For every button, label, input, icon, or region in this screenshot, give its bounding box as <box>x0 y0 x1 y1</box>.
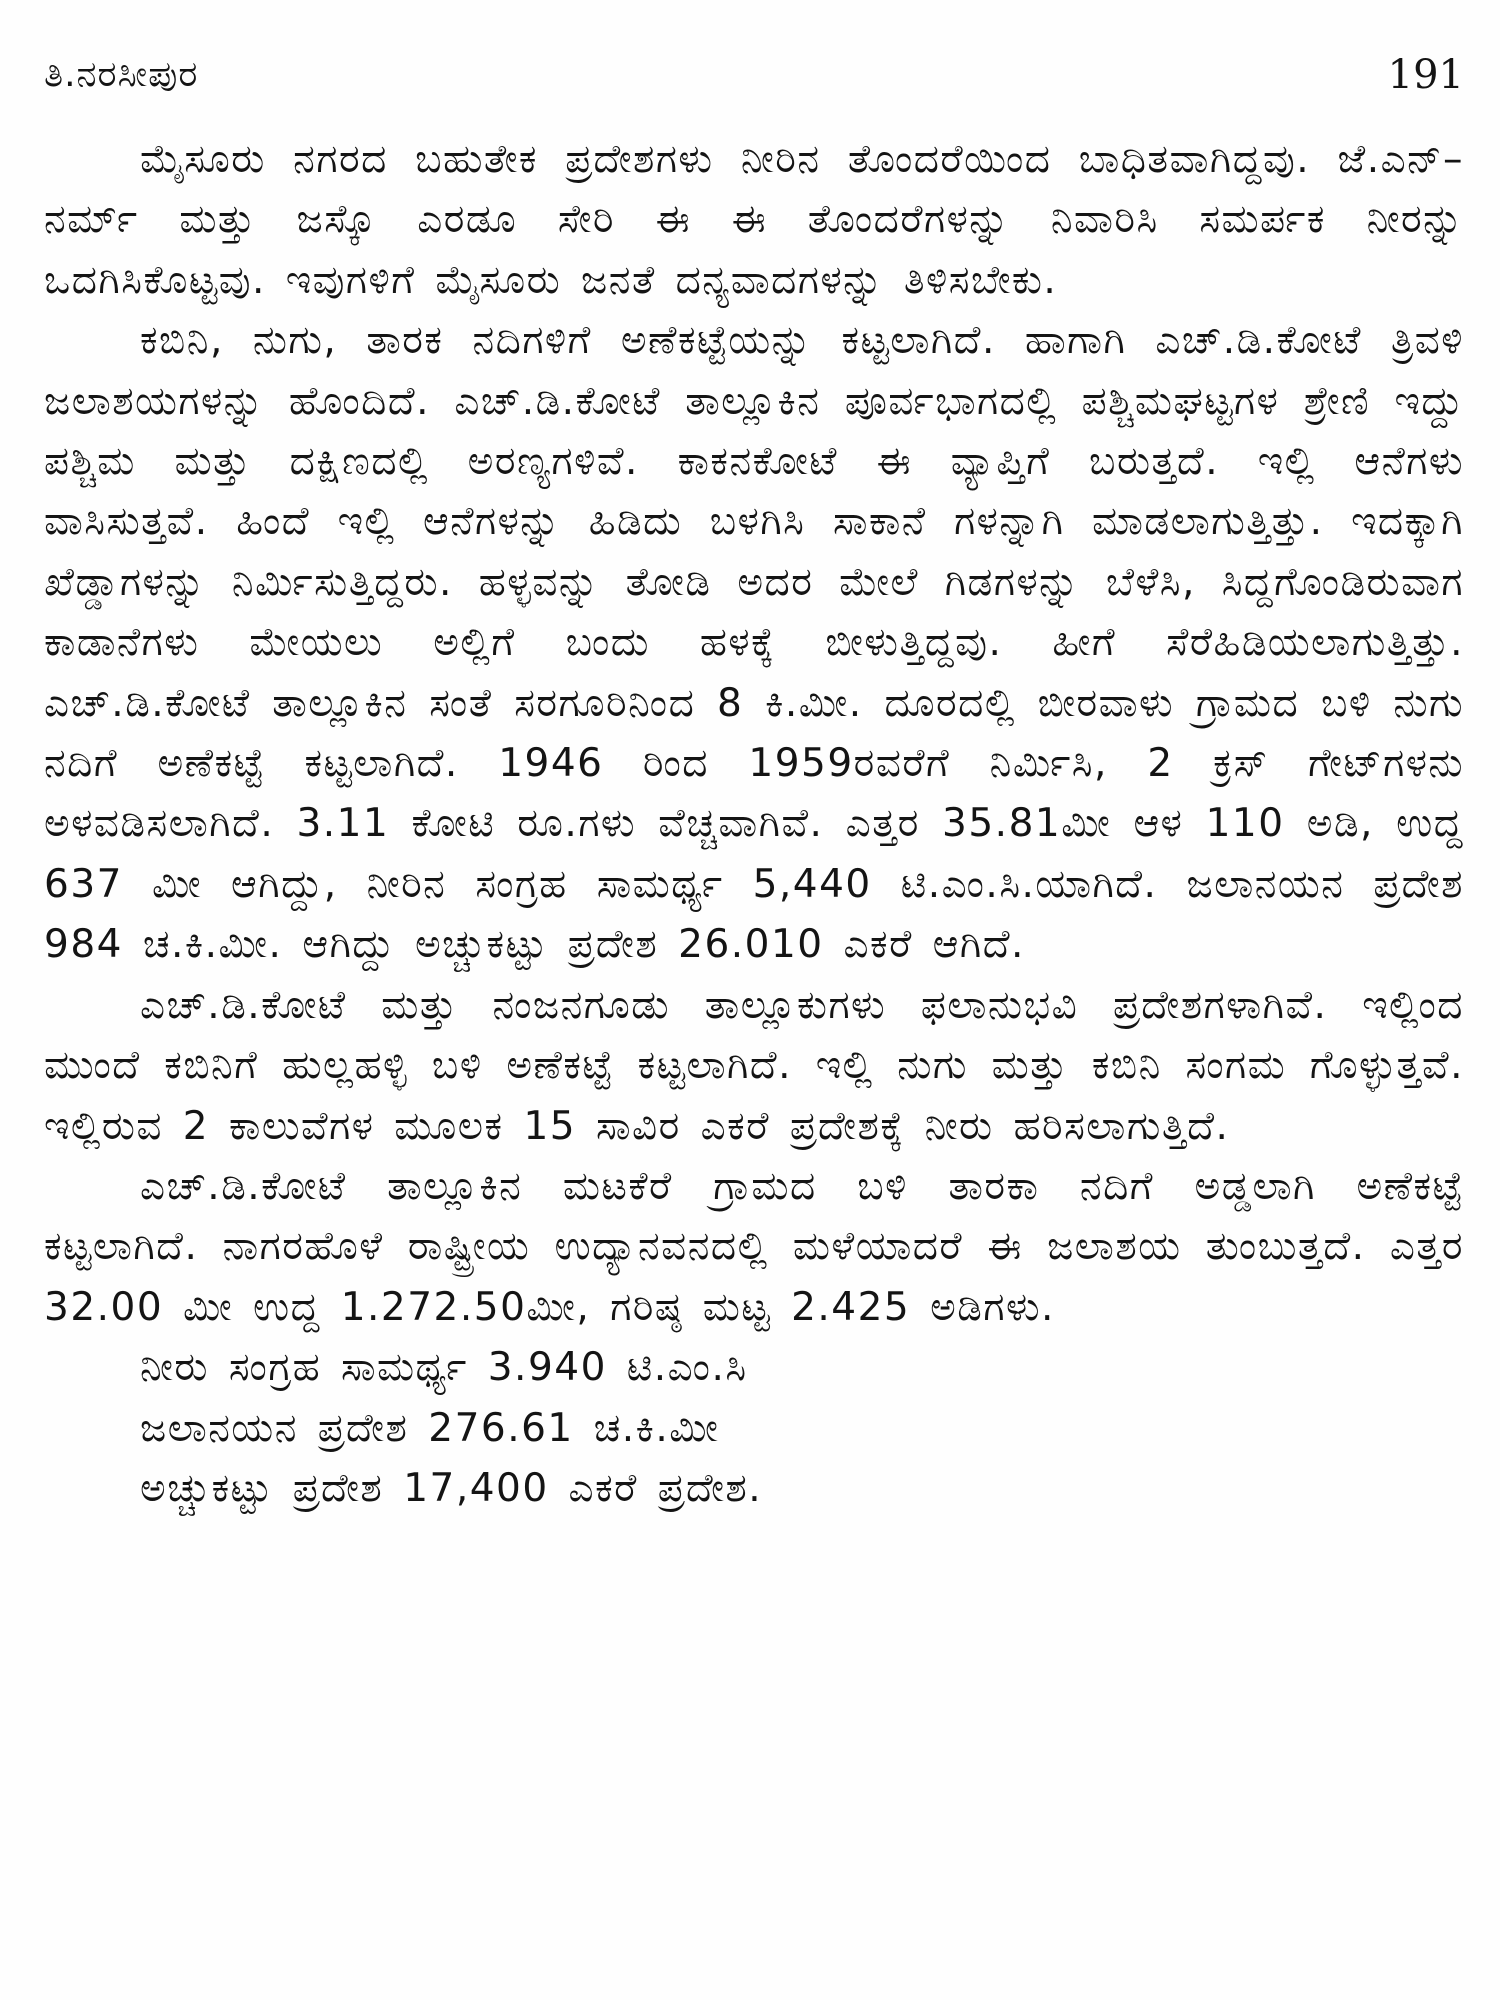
page-number: 191 <box>1387 52 1464 98</box>
fact-catchment-area: ಜಲಾನಯನ ಪ್ರದೇಶ 276.61 ಚ.ಕಿ.ಮೀ <box>140 1405 720 1451</box>
paragraph-nugu-dam: ಕಬಿನಿ, ನುಗು, ತಾರಕ ನದಿಗಳಿಗೆ ಅಣೆಕಟ್ಟೆಯನ್ನು ಕಟ್ಟಲಾಗಿದೆ. ಹಾಗಾಗಿ ಎಚ್.ಡಿ.ಕೋಟೆ ತ್ರಿವಳಿ ಜಲಾಶಯಗಳನ್ನು ಹೊಂದಿದೆ. ಎಚ್.ಡಿ.ಕೋಟೆ ತಾಲ್ಲೂಕಿನ ಪೂರ್ವಭಾಗದಲ್ಲಿ ಪಶ್ಚಿಮಘಟ್ಟಗಳ ಶ್ರೇಣಿ ಇದ್ದು ಪಶ್ಚಿಮ ಮತ್ತು ದಕ್ಷಿಣದಲ್ಲಿ ಅರಣ್ಯಗಳಿವೆ. ಕಾಕನಕೋಟೆ ಈ ವ್ಯಾಪ್ತಿಗೆ ಬರುತ್ತದೆ. ಇಲ್ಲಿ ಆನೆಗಳು ವಾಸಿಸುತ್ತವೆ. ಹಿಂದೆ ಇಲ್ಲಿ ಆನೆಗಳನ್ನು ಹಿಡಿದು ಬಳಗಿಸಿ ಸಾಕಾನೆ ಗಳನ್ನಾಗಿ ಮಾಡಲಾಗುತ್ತಿತ್ತು. ಇದಕ್ಕಾಗಿ ಖೆಡ್ಡಾಗಳನ್ನು ನಿರ್ಮಿಸುತ್ತಿದ್ದರು. ಹಳ್ಳವನ್ನು ತೋಡಿ ಅದರ ಮೇಲೆ ಗಿಡಗಳನ್ನು ಬೆಳೆಸಿ, ಸಿದ್ದಗೊಂಡಿರುವಾಗ ಕಾಡಾನೆಗಳು ಮೇಯಲು ಅಲ್ಲಿಗೆ ಬಂದು ಹಳಕ್ಕೆ ಬೀಳುತ್ತಿದ್ದವು. ಹೀಗೆ ಸೆರೆಹಿಡಿಯಲಾಗುತ್ತಿತ್ತು. ಎಚ್.ಡಿ.ಕೋಟೆ ತಾಲ್ಲೂಕಿನ ಸಂತೆ ಸರಗೂರಿನಿಂದ 8 ಕಿ.ಮೀ. ದೂರದಲ್ಲಿ ಬೀರವಾಳು ಗ್ರಾಮದ ಬಳಿ ನುಗು ನದಿಗೆ ಅಣೆಕಟ್ಟೆ ಕಟ್ಟಲಾಗಿದೆ. 1946 ರಿಂದ 1959ರವರೆಗೆ ನಿರ್ಮಿಸಿ, 2 ಕ್ರಸ್ ಗೇಟ್‌ಗಳನು ಅಳವಡಿಸಲಾಗಿದೆ. 3.11 ಕೋಟಿ ರೂ.ಗಳು ವೆಚ್ಚವಾಗಿವೆ. ಎತ್ತರ 35.81ಮೀ ಆಳ 110 ಅಡಿ, ಉದ್ದ 637 ಮೀ ಆಗಿದ್ದು, ನೀರಿನ ಸಂಗ್ರಹ ಸಾಮರ್ಥ್ಯ 5,440 ಟಿ.ಎಂ.ಸಿ.ಯಾಗಿದೆ. ಜಲಾನಯನ ಪ್ರದೇಶ 984 ಚ.ಕಿ.ಮೀ. ಆಗಿದ್ದು ಅಚ್ಚುಕಟ್ಟು ಪ್ರದೇಶ 26.010 ಎಕರೆ ಆಗಿದೆ. <box>44 318 1464 968</box>
taraka-facts-list <box>44 1338 1464 1519</box>
fact-command-area: ಅಚ್ಚುಕಟ್ಟು ಪ್ರದೇಶ 17,400 ಎಕರೆ ಪ್ರದೇಶ. <box>140 1465 763 1511</box>
page-body <box>44 130 1464 1519</box>
paragraph-mysuru-water: ಮೈಸೂರು ನಗರದ ಬಹುತೇಕ ಪ್ರದೇಶಗಳು ನೀರಿನ ತೊಂದರೆಯಿಂದ ಬಾಧಿತವಾಗಿದ್ದವು. ಜೆ.ಎನ್–ನರ್ಮ್ ಮತ್ತು ಜಸ್ಕೊ ಎರಡೂ ಸೇರಿ ಈ ಈ ತೊಂದರೆಗಳನ್ನು ನಿವಾರಿಸಿ ಸಮರ್ಪಕ ನೀರನ್ನು ಒದಗಿಸಿಕೊಟ್ಟವು. ಇವುಗಳಿಗೆ ಮೈಸೂರು ಜನತೆ ದನ್ಯವಾದಗಳನ್ನು ತಿಳಿಸಬೇಕು. <box>44 137 1464 303</box>
paragraph-kabini-dam: ಎಚ್.ಡಿ.ಕೋಟೆ ಮತ್ತು ನಂಜನಗೂಡು ತಾಲ್ಲೂಕುಗಳು ಫಲಾನುಭವಿ ಪ್ರದೇಶಗಳಾಗಿವೆ. ಇಲ್ಲಿಂದ ಮುಂದೆ ಕಬಿನಿಗೆ ಹುಲ್ಲಹಳ್ಳಿ ಬಳಿ ಅಣೆಕಟ್ಟೆ ಕಟ್ಟಲಾಗಿದೆ. ಇಲ್ಲಿ ನುಗು ಮತ್ತು ಕಬಿನಿ ಸಂಗಮ ಗೊಳ್ಳುತ್ತವೆ. ಇಲ್ಲಿರುವ 2 ಕಾಲುವೆಗಳ ಮೂಲಕ 15 ಸಾವಿರ ಎಕರೆ ಪ್ರದೇಶಕ್ಕೆ ನೀರು ಹರಿಸಲಾಗುತ್ತಿದೆ. <box>44 982 1464 1149</box>
fact-storage-capacity: ನೀರು ಸಂಗ್ರಹ ಸಾಮರ್ಥ್ಯ 3.940 ಟಿ.ಎಂ.ಸಿ <box>140 1345 748 1391</box>
paragraph-taraka-dam: ಎಚ್.ಡಿ.ಕೋಟೆ ತಾಲ್ಲೂಕಿನ ಮಟಕೆರೆ ಗ್ರಾಮದ ಬಳಿ ತಾರಕಾ ನದಿಗೆ ಅಡ್ಡಲಾಗಿ ಅಣೆಕಟ್ಟೆ ಕಟ್ಟಲಾಗಿದೆ. ನಾಗರಹೊಳೆ ರಾಷ್ಟ್ರೀಯ ಉದ್ಯಾನವನದಲ್ಲಿ ಮಳೆಯಾದರೆ ಈ ಜಲಾಶಯ ತುಂಬುತ್ತದೆ. ಎತ್ತರ 32.00 ಮೀ ಉದ್ದ 1.272.50ಮೀ, ಗರಿಷ್ಠ ಮಟ್ಟ 2.425 ಅಡಿಗಳು. <box>44 1163 1464 1330</box>
running-title: ತಿ.ನರಸೀಪುರ <box>44 54 199 95</box>
page-header <box>44 40 1464 110</box>
